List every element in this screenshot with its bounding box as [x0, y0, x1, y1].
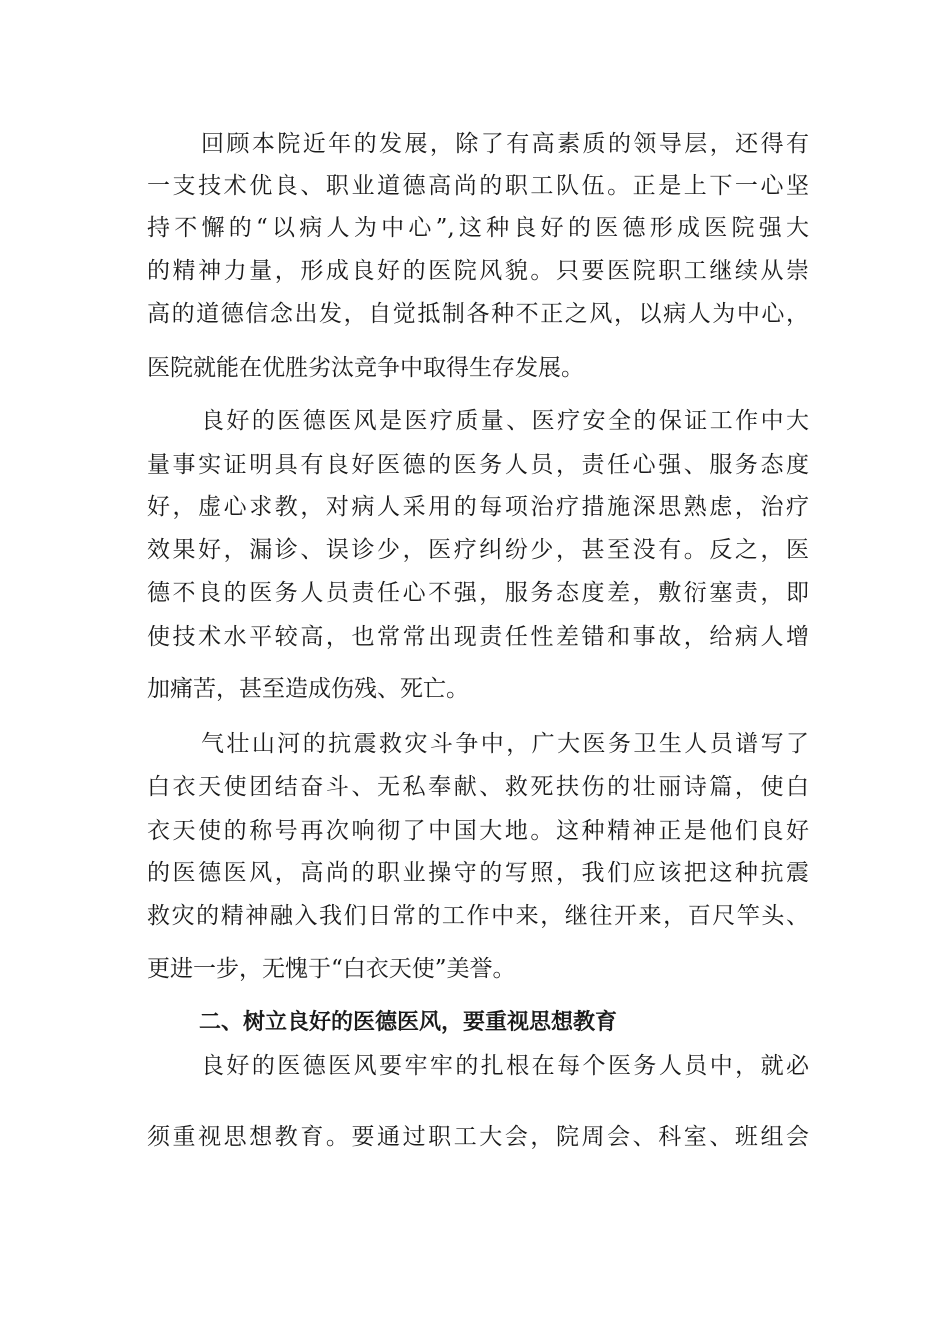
section-heading: 二、树立良好的医德医风，要重视思想教育 [199, 1010, 618, 1035]
paragraph-2-line-1: 良好的医德医风是医疗质量、医疗安全的保证工作中大 [201, 408, 809, 434]
paragraph-1-line-1: 回顾本院近年的发展，除了有高素质的领导层，还得有 [201, 131, 809, 157]
paragraph-2-line-4: 效果好，漏诊、误诊少，医疗纠纷少，甚至没有。反之，医 [147, 537, 809, 563]
paragraph-3-line-3: 衣天使的称号再次响彻了中国大地。这种精神正是他们良好 [147, 818, 809, 844]
paragraph-1-line-3: 持不懈的“以病人为中心”,这种良好的医德形成医院强大 [147, 215, 809, 241]
paragraph-3-line-6: 更进一步，无愧于“白衣天使”美誉。 [147, 956, 516, 982]
paragraph-4-line-1: 良好的医德医风要牢牢的扎根在每个医务人员中，就必 [201, 1053, 809, 1079]
paragraph-1-line-5: 高的道德信念出发，自觉抵制各种不正之风，以病人为中心， [147, 301, 809, 327]
paragraph-2-line-7: 加痛苦，甚至造成伤残、死亡。 [147, 676, 469, 702]
paragraph-2-line-2: 量事实证明具有良好医德的医务人员，责任心强、服务态度 [147, 452, 809, 478]
paragraph-3-line-5: 救灾的精神融入我们日常的工作中来，继往开来，百尺竿头、 [147, 903, 809, 929]
paragraph-2-line-6: 使技术水平较高，也常常出现责任性差错和事故，给病人增 [147, 624, 809, 650]
paragraph-2-line-5: 德不良的医务人员责任心不强，服务态度差，敷衍塞责，即 [147, 580, 809, 606]
paragraph-4-line-2: 须重视思想教育。要通过职工大会，院周会、科室、班组会 [147, 1124, 809, 1150]
paragraph-3-line-2: 白衣天使团结奋斗、无私奉献、救死扶伤的壮丽诗篇，使白 [147, 774, 809, 800]
paragraph-3-line-4: 的医德医风，高尚的职业操守的写照，我们应该把这种抗震 [147, 860, 809, 886]
paragraph-1-line-6: 医院就能在优胜劣汰竞争中取得生存发展。 [147, 355, 584, 381]
paragraph-1-line-2: 一支技术优良、职业道德高尚的职工队伍。正是上下一心坚 [147, 173, 809, 199]
paragraph-3-line-1: 气壮山河的抗震救灾斗争中，广大医务卫生人员谱写了 [201, 731, 809, 757]
paragraph-1-line-4: 的精神力量，形成良好的医院风貌。只要医院职工继续从崇 [147, 258, 809, 284]
paragraph-2-line-3: 好，虚心求教，对病人采用的每项治疗措施深思熟虑，治疗 [147, 494, 809, 520]
